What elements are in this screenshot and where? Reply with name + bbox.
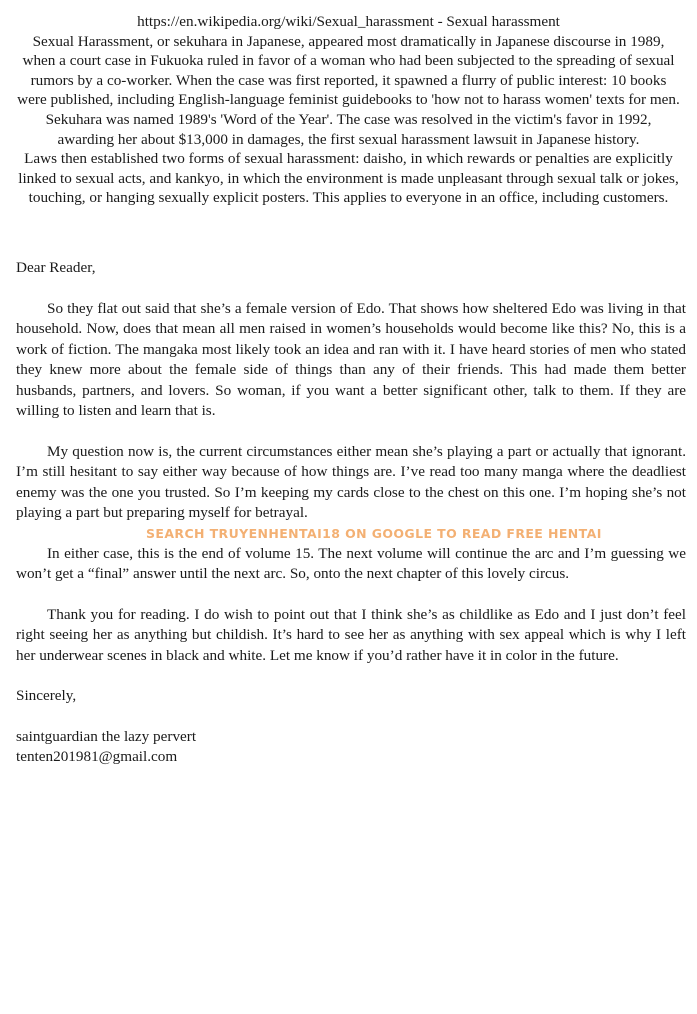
source-link[interactable]: https://en.wikipedia.org/wiki/Sexual_harassment - Sexual harassment xyxy=(137,13,560,30)
watermark-text: SEARCH TRUYENHENTAI18 ON GOOGLE TO READ FREE HENTAI xyxy=(146,526,602,541)
letter-closing: Sincerely, xyxy=(16,687,77,704)
letter-paragraph-4: Thank you for reading. I do wish to point out that I think she’s as childlike as Edo and I just don’t feel right seeing her as anything but childish. It’s hard to see her as anything with sex appeal which is why I left her underwear scenes in black and white. Let me know if you’d rather have it in color in the future. xyxy=(16,605,686,664)
letter-body xyxy=(16,258,686,768)
excerpt-paragraph-1: Sexual Harassment, or sekuhara in Japanese, appeared most dramatically in Japanese discourse in 1989, when a court case in Fukuoka ruled in favor of a woman who had been subjected to the spreading of sexual rumors by a co-worker. When the case was first reported, it spawned a flurry of public interest: 10 books were published, including English-language feminist guidebooks to 'how not to harass women' texts for men. Sekuhara was named 1989's 'Word of the Year'. The case was resolved in the victim's favor in 1992, awarding her about $13,000 in damages, the first sexual harassment lawsuit in Japanese history. xyxy=(17,32,680,148)
signature-email[interactable]: tenten201981@gmail.com xyxy=(16,748,178,765)
letter-paragraph-2: My question now is, the current circumstances either mean she’s playing a part or actually that ignorant. I’m still hesitant to say either way because of how things are. I’ve read too many manga where the deadliest enemy was the one you trusted. So I’m keeping my cards close to the chest on this one. I’m hoping she’s not playing a part but preparing myself for betrayal. xyxy=(16,442,686,521)
letter-paragraph-1: So they flat out said that she’s a female version of Edo. That shows how sheltered Edo was living in that household. Now, does that mean all men raised in women’s households would become like this? No, this is a work of fiction. The mangaka most likely took an idea and ran with it. I have heard stories of men who stated they knew more about the female side of things than any of their friends. This had made them better husbands, partners, and lovers. So woman, if you want a better significant other, talk to them. If they are willing to listen and learn that is. xyxy=(16,299,686,419)
letter-paragraph-3: In either case, this is the end of volume 15. The next volume will continue the arc and I’m guessing we won’t get a “final” answer until the next arc. So, onto the next chapter of this lovely circus. xyxy=(16,544,686,582)
signature-name: saintguardian the lazy pervert xyxy=(16,727,197,745)
letter-greeting: Dear Reader, xyxy=(16,259,96,276)
wikipedia-excerpt xyxy=(16,12,681,208)
excerpt-paragraph-2: Laws then established two forms of sexual harassment: daisho, in which rewards or penalties are explicitly linked to sexual acts, and kankyo, in which the environment is made unpleasant through sexual talk or jokes, touching, or hanging sexually explicit posters. This applies to everyone in an office, including customers. xyxy=(18,150,679,207)
